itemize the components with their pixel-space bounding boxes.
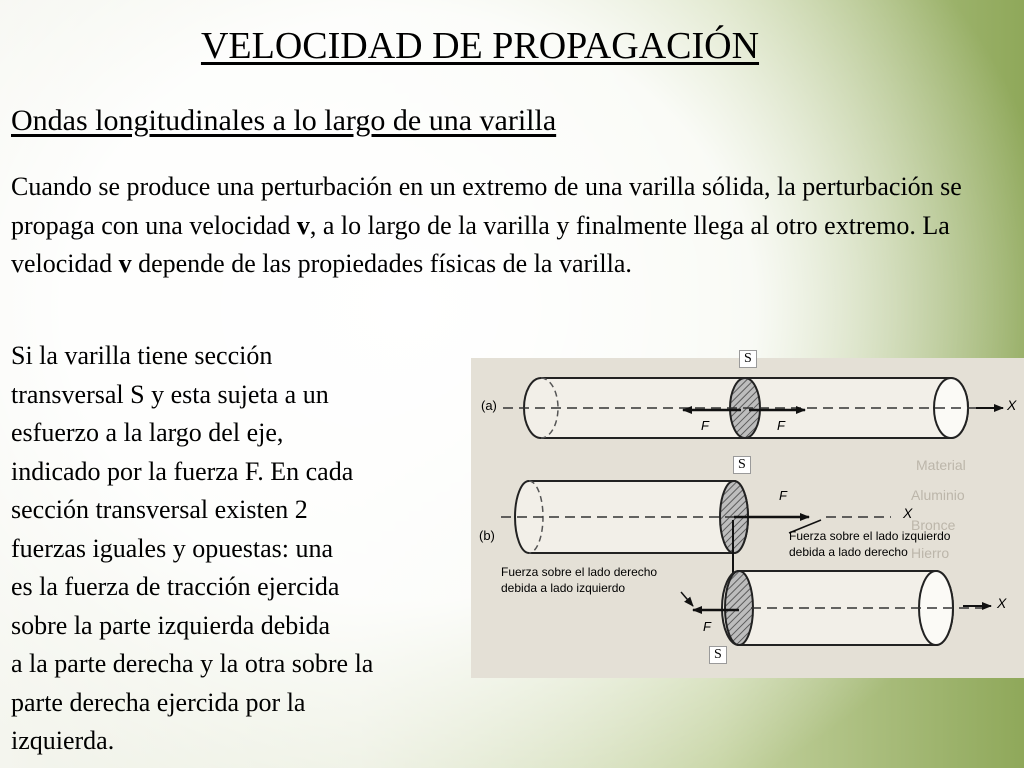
note-left-line1: Fuerza sobre el lado derecho [501, 565, 658, 579]
rod-diagram [471, 358, 1024, 678]
explanation-line: esfuerzo a la largo del eje, [11, 418, 284, 447]
label-b: (b) [479, 528, 495, 543]
force-label-b-bottom: F [703, 619, 711, 634]
paragraph-text-2: , a lo largo de la varilla y finalmente llega al otro extremo. La velocidad [11, 210, 950, 278]
explanation-line: sobre la parte izquierda debida [11, 610, 331, 640]
section-label-b-top: S [733, 456, 751, 474]
bg-table-word: Material [916, 457, 966, 473]
background-table-text [911, 457, 966, 561]
rod-b-right [693, 571, 991, 645]
note-right-line1: Fuerza sobre el lado izquierdo [789, 529, 951, 543]
velocity-symbol-1: v [296, 210, 310, 240]
explanation-line: izquierda. [11, 726, 115, 755]
explanation-line: es la fuerza de tracción ejercida [11, 572, 340, 601]
explanation-line: indicado por la fuerza F. En cada [11, 456, 354, 486]
axis-label-b-bottom: X [997, 595, 1007, 611]
note-right-line2: debida a lado derecho [789, 545, 908, 559]
force-label-a-left: F [701, 418, 709, 433]
velocity-symbol-2: v [118, 249, 132, 278]
bg-table-word: Hierro [911, 545, 950, 561]
bg-table-word: Aluminio [911, 487, 965, 503]
note-left-line2: debida a lado izquierdo [501, 581, 626, 595]
slide-subtitle: Ondas longitudinales a lo largo de una varilla [11, 104, 557, 137]
paragraph-text-3: depende de las propiedades físicas de la varilla. [131, 249, 632, 278]
explanation-line: fuerzas iguales y opuestas: una [11, 533, 334, 563]
explanation-text [11, 337, 501, 761]
axis-label-b-top: X [903, 505, 913, 521]
explanation-line: sección transversal existen 2 [11, 495, 308, 524]
explanation-line: a la parte derecha y la otra sobre la [11, 649, 374, 678]
force-label-a-right: F [777, 418, 785, 433]
bg-table-word: Bronce [911, 517, 956, 533]
slide-title: VELOCIDAD DE PROPAGACIÓN [200, 25, 760, 67]
paragraph-text-1: Cuando se produce una perturbación en un extremo de una varilla sólida, la perturbación se propaga con una velocidad [11, 172, 962, 240]
force-label-b-top: F [779, 488, 787, 503]
section-label-a: S [739, 350, 757, 368]
explanation-line: Si la varilla tiene sección [11, 341, 273, 370]
explanation-line: parte derecha ejercida por la [11, 687, 306, 717]
rod-stress-figure [471, 351, 1024, 678]
explanation-line: transversal S y esta sujeta a un [11, 379, 329, 409]
axis-label-a: X [1007, 397, 1017, 413]
section-label-b-bottom: S [709, 646, 727, 664]
rod-a [503, 378, 1003, 438]
label-a: (a) [481, 398, 497, 413]
intro-paragraph [11, 168, 1016, 284]
